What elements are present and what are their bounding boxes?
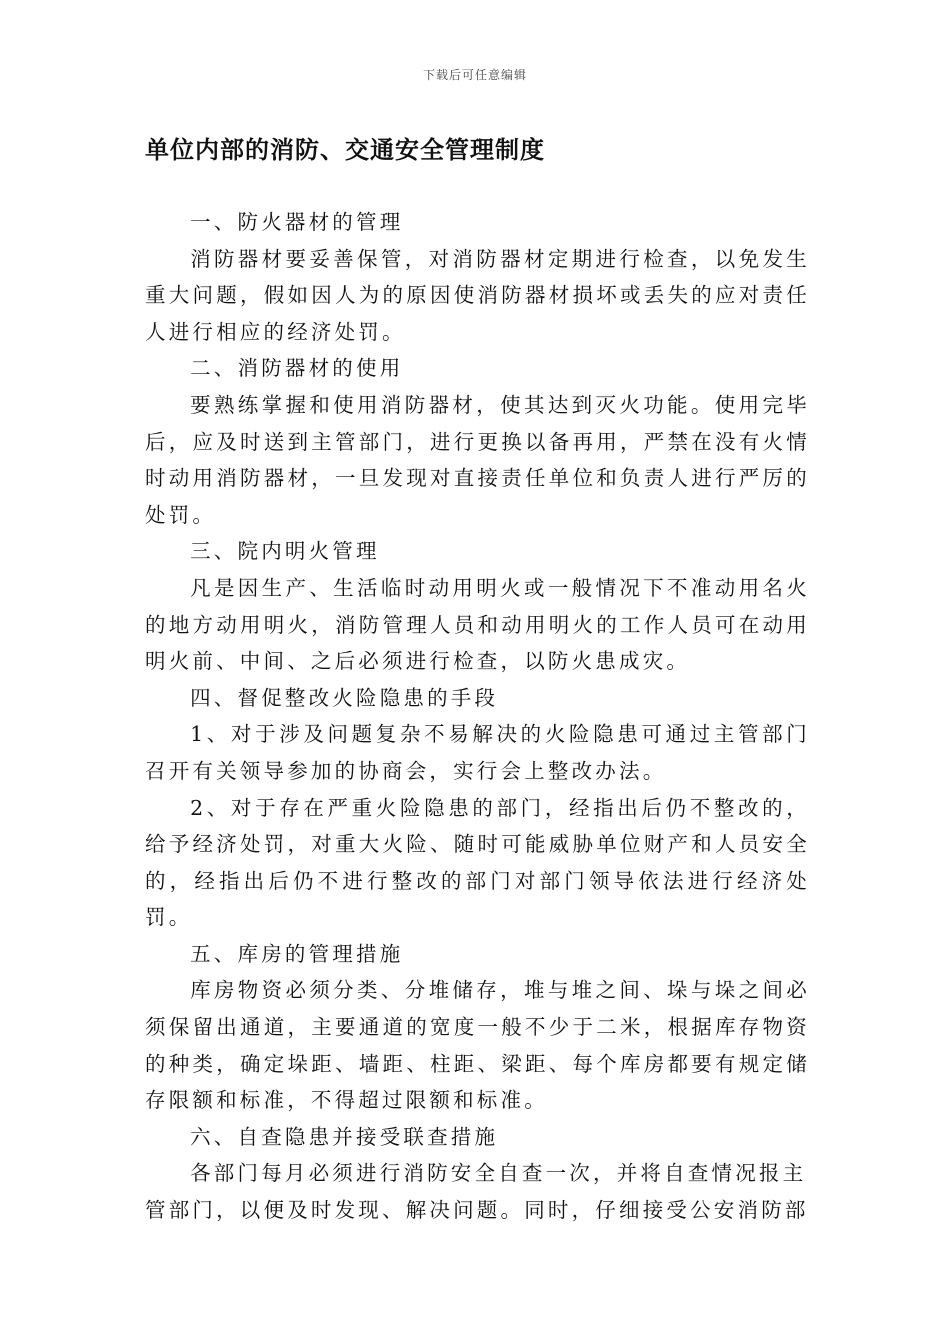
paragraph: 各部门每月必须进行消防安全自查一次，并将自查情况报主管部门，以便及时发现、解决问题。同时，仔细接受公安消防部 bbox=[145, 1161, 809, 1223]
document-body bbox=[145, 204, 810, 1229]
paragraph: 要熟练掌握和使用消防器材，使其达到灭火功能。使用完毕后，应及时送到主管部门，进行更换以备再用，严禁在没有火情时动用消防器材，一旦发现对直接责任单位和负责人进行严厉的处罚。 bbox=[145, 392, 810, 527]
section-heading-2: 二、消防器材的使用 bbox=[190, 356, 404, 381]
paragraph: 1、对于涉及问题复杂不易解决的火险隐患可通过主管部门召开有关领导参加的协商会，实行会上整改办法。 bbox=[145, 722, 810, 783]
paragraph: 消防器材要妥善保管，对消防器材定期进行检查，以免发生重大问题，假如因人为的原因使消防器材损坏或丢失的应对责任人进行相应的经济处罚。 bbox=[145, 246, 810, 344]
document-title: 单位内部的消防、交通安全管理制度 bbox=[145, 136, 545, 164]
paragraph: 凡是因生产、生活临时动用明火或一般情况下不准动用名火的地方动用明火，消防管理人员和动用明火的工作人员可在动用明火前、中间、之后必须进行检查，以防火患成灾。 bbox=[145, 575, 810, 674]
section-heading-5: 五、库房的管理措施 bbox=[190, 941, 404, 966]
section-heading-1: 一、防火器材的管理 bbox=[190, 210, 404, 234]
section-heading-4: 四、督促整改火险隐患的手段 bbox=[190, 685, 499, 710]
section-heading-3: 三、院内明火管理 bbox=[190, 539, 380, 564]
section-heading-6: 六、自查隐患并接受联查措施 bbox=[190, 1124, 499, 1149]
page-header: 下载后可任意编辑 bbox=[422, 68, 527, 82]
paragraph: 库房物资必须分类、分堆储存，堆与堆之间、垛与垛之间必须保留出通道，主要通道的宽度一般不少于二米，根据库存物资的种类，确定垛距、墙距、柱距、梁距、每个库房都要有规定储存限额和标准，不得超过限额和标准。 bbox=[145, 978, 810, 1113]
paragraph: 2、对于存在严重火险隐患的部门，经指出后仍不整改的，给予经济处罚，对重大火险、随时可能威胁单位财产和人员安全的，经指出后仍不进行整改的部门对部门领导依法进行经济处罚。 bbox=[145, 795, 810, 930]
